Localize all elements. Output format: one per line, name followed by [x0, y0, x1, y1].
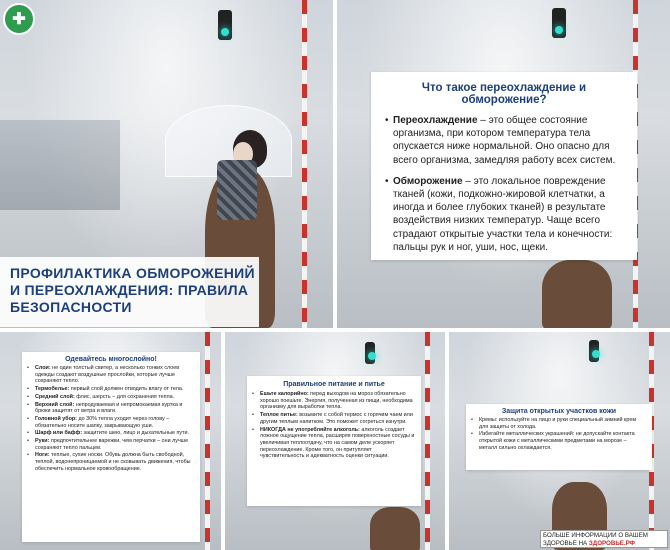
photo-tile-layers	[0, 332, 221, 550]
card-title: Что такое переохлаждение и обморожение?	[421, 82, 587, 106]
traffic-light-icon	[589, 340, 599, 362]
footer-line2: ЗДОРОВЬЕ НА ЗДОРОВЬЕ.РФ	[543, 539, 635, 547]
striped-pole	[205, 332, 210, 550]
traffic-light-icon	[218, 10, 232, 40]
footer-link[interactable]: ЗДОРОВЬЕ.РФ	[588, 539, 635, 547]
footer-link-badge[interactable]	[540, 530, 668, 548]
card-title: Одевайтесь многослойно!	[65, 356, 157, 363]
list-item: • Избегайте металлических украшений: не допускайте контакта открытой кожи с металлическими предметами на морозе – металл сильно охлаждается.	[479, 431, 646, 451]
layers-card	[22, 352, 200, 542]
list-item: • Ноги: теплые, сухие носки. Обувь должна быть свободной, теплой, водонепроницаемой и не сковывать движения, чтобы обеспечить нормальное кровообращение.	[35, 452, 194, 472]
woman-figure	[365, 502, 425, 550]
photo-tile-protect	[449, 332, 670, 550]
logo	[3, 3, 35, 35]
traffic-light-icon	[365, 342, 375, 364]
list-item: • Руки: предпочтительнее варежки, чем перчатки – они лучше сохраняют тепло пальцев.	[35, 438, 194, 451]
photo-tile-definitions	[337, 0, 670, 328]
list-item: • Верхний слой: непродуваемая и непромокаемая куртка и брюки защитят от ветра и влаги.	[35, 402, 194, 415]
protect-card	[466, 404, 652, 470]
photo-tile-main	[0, 0, 333, 328]
list-item: • Средний слой: флис, шерсть – для сохранения тепла.	[35, 394, 194, 401]
card-title: Защита открытых участков кожи	[501, 408, 617, 415]
card-title: Правильное питание и питье	[283, 381, 385, 388]
list-item: • НИКОГДА не употребляйте алкоголь: алкоголь создает ложное ощущение тепла, расширяя поверхностные сосуды и увеличивая теплоотдачу, что на самом деле ускоряет переохлаждение. Кроме того, он притупляет чувствительность и адекватность оценки ситуации.	[260, 427, 415, 461]
list-item: • Шарф или бафф: защитите шею, лицо и дыхательные пути.	[35, 430, 194, 437]
banner-title: ПРОФИЛАКТИКА ОБМОРОЖЕНИЙ И ПЕРЕОХЛАЖДЕНИЯ: ПРАВИЛА БЕЗОПАСНОСТИ	[10, 265, 255, 315]
list-item: • Кремы: используйте на лицо и руки специальный зимний крем для защиты от холода.	[479, 417, 646, 430]
list-item: • Теплое питье: возьмите с собой термос с горячим чаем или другим теплым напитком. Это поможет согреться изнутри.	[260, 412, 415, 425]
traffic-light-icon	[552, 8, 566, 38]
medical-cross-icon: ✚	[12, 11, 26, 28]
photo-tile-nutrition	[225, 332, 445, 550]
list-item: • Термобелье: первый слой должен отводить влагу от тела.	[35, 386, 194, 393]
striped-pole	[425, 332, 430, 550]
blurred-cars	[0, 120, 120, 210]
title-banner	[0, 257, 259, 327]
footer-line1: БОЛЬШЕ ИНФОРМАЦИИ О ВАШЕМ	[543, 532, 648, 539]
definitions-card	[371, 72, 637, 260]
list-item: • Слои: не один толстый свитер, а несколько тонких слоев одежды создают воздушные прослойки, которые лучше сохраняют тепло.	[35, 365, 194, 385]
list-item: • Головной убор: до 30% тепла уходит через голову – обязательно носите шапку, закрывающую уши.	[35, 416, 194, 429]
list-item: • Переохлаждение – это общее состояние организма, при котором температура тела опускается ниже нормальной. Оно опасно для всего организма, замедляя работу всех систем.	[393, 114, 623, 167]
list-item: • Ешьте калорийно: перед выходом на мороз обязательно хорошо поешьте. Энергия, полученная из пищи, необходима организму для выработки тепла.	[260, 391, 415, 411]
list-item: • Обморожение – это локальное повреждение тканей (кожи, подкожно-жировой клетчатки, а иногда и более глубоких тканей) в результате воздействия низких температур. Чаще всего страдают открытые участки тела и конечности: пальцы рук и ног, уши, нос, щеки.	[393, 175, 623, 254]
striped-pole	[302, 0, 307, 328]
nutrition-card	[247, 376, 421, 506]
